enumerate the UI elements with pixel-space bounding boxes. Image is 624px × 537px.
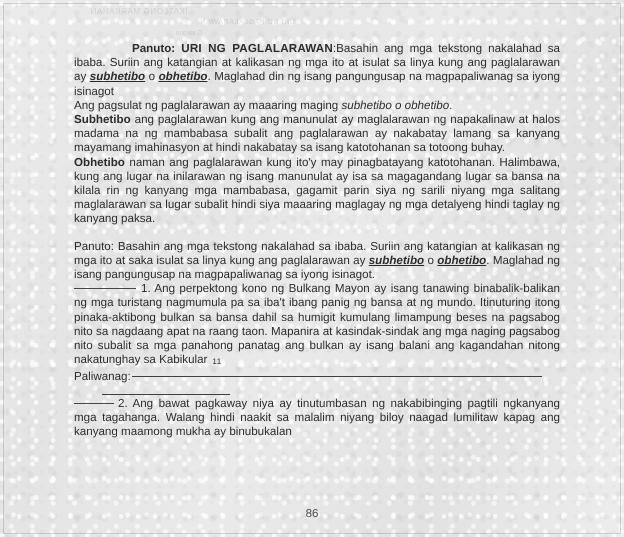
item-2-answer-blank[interactable] — [74, 403, 114, 404]
intro-paragraph — [74, 42, 560, 99]
item-1-paliwanag-writing-line[interactable] — [132, 376, 542, 377]
definition-subhetibo — [74, 113, 560, 156]
document-body — [74, 42, 560, 439]
bleed-through-text-line1: IKATLONG MARKAHAN — [90, 7, 188, 16]
instruction2-term-obhetibo: obhetibo — [437, 253, 487, 267]
instruction2-paragraph — [74, 240, 560, 283]
intro-body-before: :Basahin ang mga tekstong nakalahad sa ibaba. Suriin ang katangian at kalikasan ng mga ito at isulat sa linya kung ang paglalarawan ay — [74, 42, 560, 84]
definition-subhetibo-term: Subhetibo — [74, 113, 131, 127]
item-2-number: 2. — [118, 396, 128, 410]
definition-lead-paragraph — [74, 99, 560, 113]
item-1-number: 1. — [141, 282, 151, 296]
definition-obhetibo-term: Obhetibo — [74, 155, 125, 169]
item-1-footnote-marker: 11 — [212, 357, 222, 367]
intro-heading: URI NG PAGLALARAWAN — [181, 42, 333, 55]
item-1-paliwanag-row — [74, 370, 560, 384]
item-1-answer-blank[interactable] — [74, 288, 136, 289]
item-1-paragraph — [74, 282, 560, 369]
bleed-through-text-line3: Gawain — [175, 30, 203, 37]
item-1-text: Ang perpektong kono ng Bulkang Mayon ay isang tanawing binabalik-balikan ng mga turistang nagmumula pa sa iba't ibang panig ng bansa at ng mundo. Itinuturing itong pinaka-aktibong bulkan sa bansa dahil sa humigit kumulang limampung beses na pagsabog nito sa nagdaang apat na raang taon. Mapanira at kasindak-sindak ang mga naging pagsabog nito subalit sa mga panahong panatag ang bulkan ay isang balani ang kagandahan nitong nakatunghay sa Kabikular — [74, 282, 560, 367]
definition-subhetibo-body: ang paglalarawan kung ang manunulat ay maglalarawan ng napakalinaw at halos madama na ng mambabasa subalit ang paglalarawan ay nakabatay lamang sa kanyang mayamang imahinasyon at hindi nakabatay sa isang katotohanan sa totoong buhay. — [74, 113, 560, 155]
item-2-paragraph — [74, 397, 560, 440]
intro-term-obhetibo: obhetibo — [158, 70, 208, 84]
item-2-text: Ang bawat pagkaway niya ay tinutumbasan ng nakabibinging pagtili ngkanyang mga tagahanga. Walang hindi naakit sa malalim niyang biloy naagad lumilitaw kapag ang kanyang maamong mukha ay binubukalan — [74, 396, 560, 439]
definition-lead-before: Ang pagsulat ng paglalarawan ay maaaring maging — [74, 98, 342, 112]
intro-panuto-label: Panuto: — [132, 42, 176, 55]
instruction2-body-after: . Maglahad ng isang pangungusap na magpapaliwanag sa iyong isinagot. — [74, 253, 561, 282]
intro-body-after: . Maglahad din ng isang pangungusap na magpapaliwanag sa iyong isinagot — [74, 70, 561, 98]
instruction2-body-before: Basahin ang mga tekstong nakalahad sa ibaba. Suriin ang katangian at kalikasan ng mga ito at saka isulat sa linya kung ang paglalarawan ay — [74, 239, 560, 267]
bleed-through-text-line2: URI NG PAGLALARAWAN — [200, 19, 295, 26]
section-divider-rule — [102, 394, 230, 395]
intro-term-subhetibo: subhetibo — [89, 70, 146, 84]
instruction2-term-subhetibo: subhetibo — [368, 253, 425, 267]
item-1-paliwanag-label: Paliwanag: — [74, 369, 131, 383]
definition-lead-after: . — [449, 98, 453, 112]
page-number: 86 — [305, 508, 319, 520]
instruction2-conjunction: o — [424, 253, 438, 267]
intro-conjunction: o — [145, 70, 159, 84]
instruction2-panuto-label: Panuto: — [74, 239, 114, 253]
definition-obhetibo-body: naman ang paglalarawan kung ito'y may pinagbatayang katotohanan. Halimbawa, kung ang lugar na inilarawan ng isang manunulat ay isa sa magagandang lugar sa bansa na kilala rin ng kanyang mga mambabasa, gagamit parin siya ng sarili niyang mga salitang maglalarawan sa lugar subalit hindi siya maaaring maglagay ng mga detalyeng hindi taglay ng kanyang paksa. — [74, 155, 560, 226]
definition-obhetibo — [74, 156, 560, 227]
definition-lead-italic-terms: subhetibo o obhetibo — [341, 98, 450, 112]
